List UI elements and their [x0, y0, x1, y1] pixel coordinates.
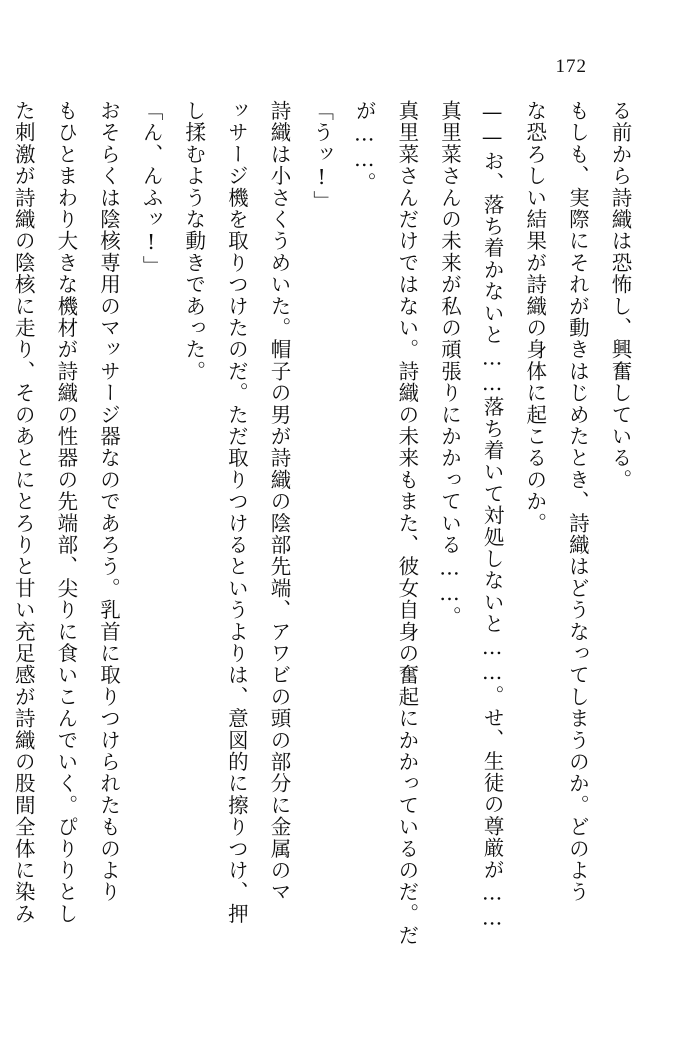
paragraph: ッサージ機を取りつけたのだ。ただ取りつけるというよりは、意図的に擦りつけ、押 — [224, 100, 249, 925]
paragraph: 「ん、んふッ!」 — [139, 100, 164, 278]
paragraph: が……。 — [352, 100, 377, 194]
paragraph: もひとまわり大きな機材が詩織の性器の先端部、尖りに食いこんでいく。ぴりりとし — [53, 100, 78, 925]
paragraph: る前から詩織は恐怖し、興奮している。 — [608, 100, 632, 491]
paragraph: もしも、実際にそれが動きはじめたとき、詩織はどうなってしまうのか。どのよう — [565, 100, 590, 903]
paragraph: た刺激が詩織の陰核に走り、そのあとにとろりと甘い充足感が詩織の股間全体に染み — [11, 100, 36, 925]
paragraph: ——お、落ち着かないと……落ち着いて対処しないと……。せ、生徒の尊厳が…… — [480, 100, 505, 931]
paragraph: 「うッ!」 — [309, 100, 334, 212]
page-body-text — [11, 100, 641, 980]
page-number: 172 — [555, 56, 587, 77]
paragraph: な恐ろしい結果が詩織の身体に起こるのか。 — [522, 100, 547, 534]
paragraph: 真里菜さんだけではない。詩織の未来もまた、彼女自身の奮起にかかっているのだ。だ — [394, 100, 419, 947]
paragraph: 詩織は小さくうめいた。帽子の男が詩織の陰部先端、アワビの頭の部分に金属のマ — [267, 100, 291, 903]
paragraph: 真里菜さんの未来が私の頑張りにかかっている……。 — [437, 100, 462, 628]
paragraph: し揉むような動きであった。 — [181, 100, 206, 383]
paragraph: おそらくは陰核専用のマッサージ器なのであろう。乳首に取りつけられたものより — [96, 100, 121, 903]
